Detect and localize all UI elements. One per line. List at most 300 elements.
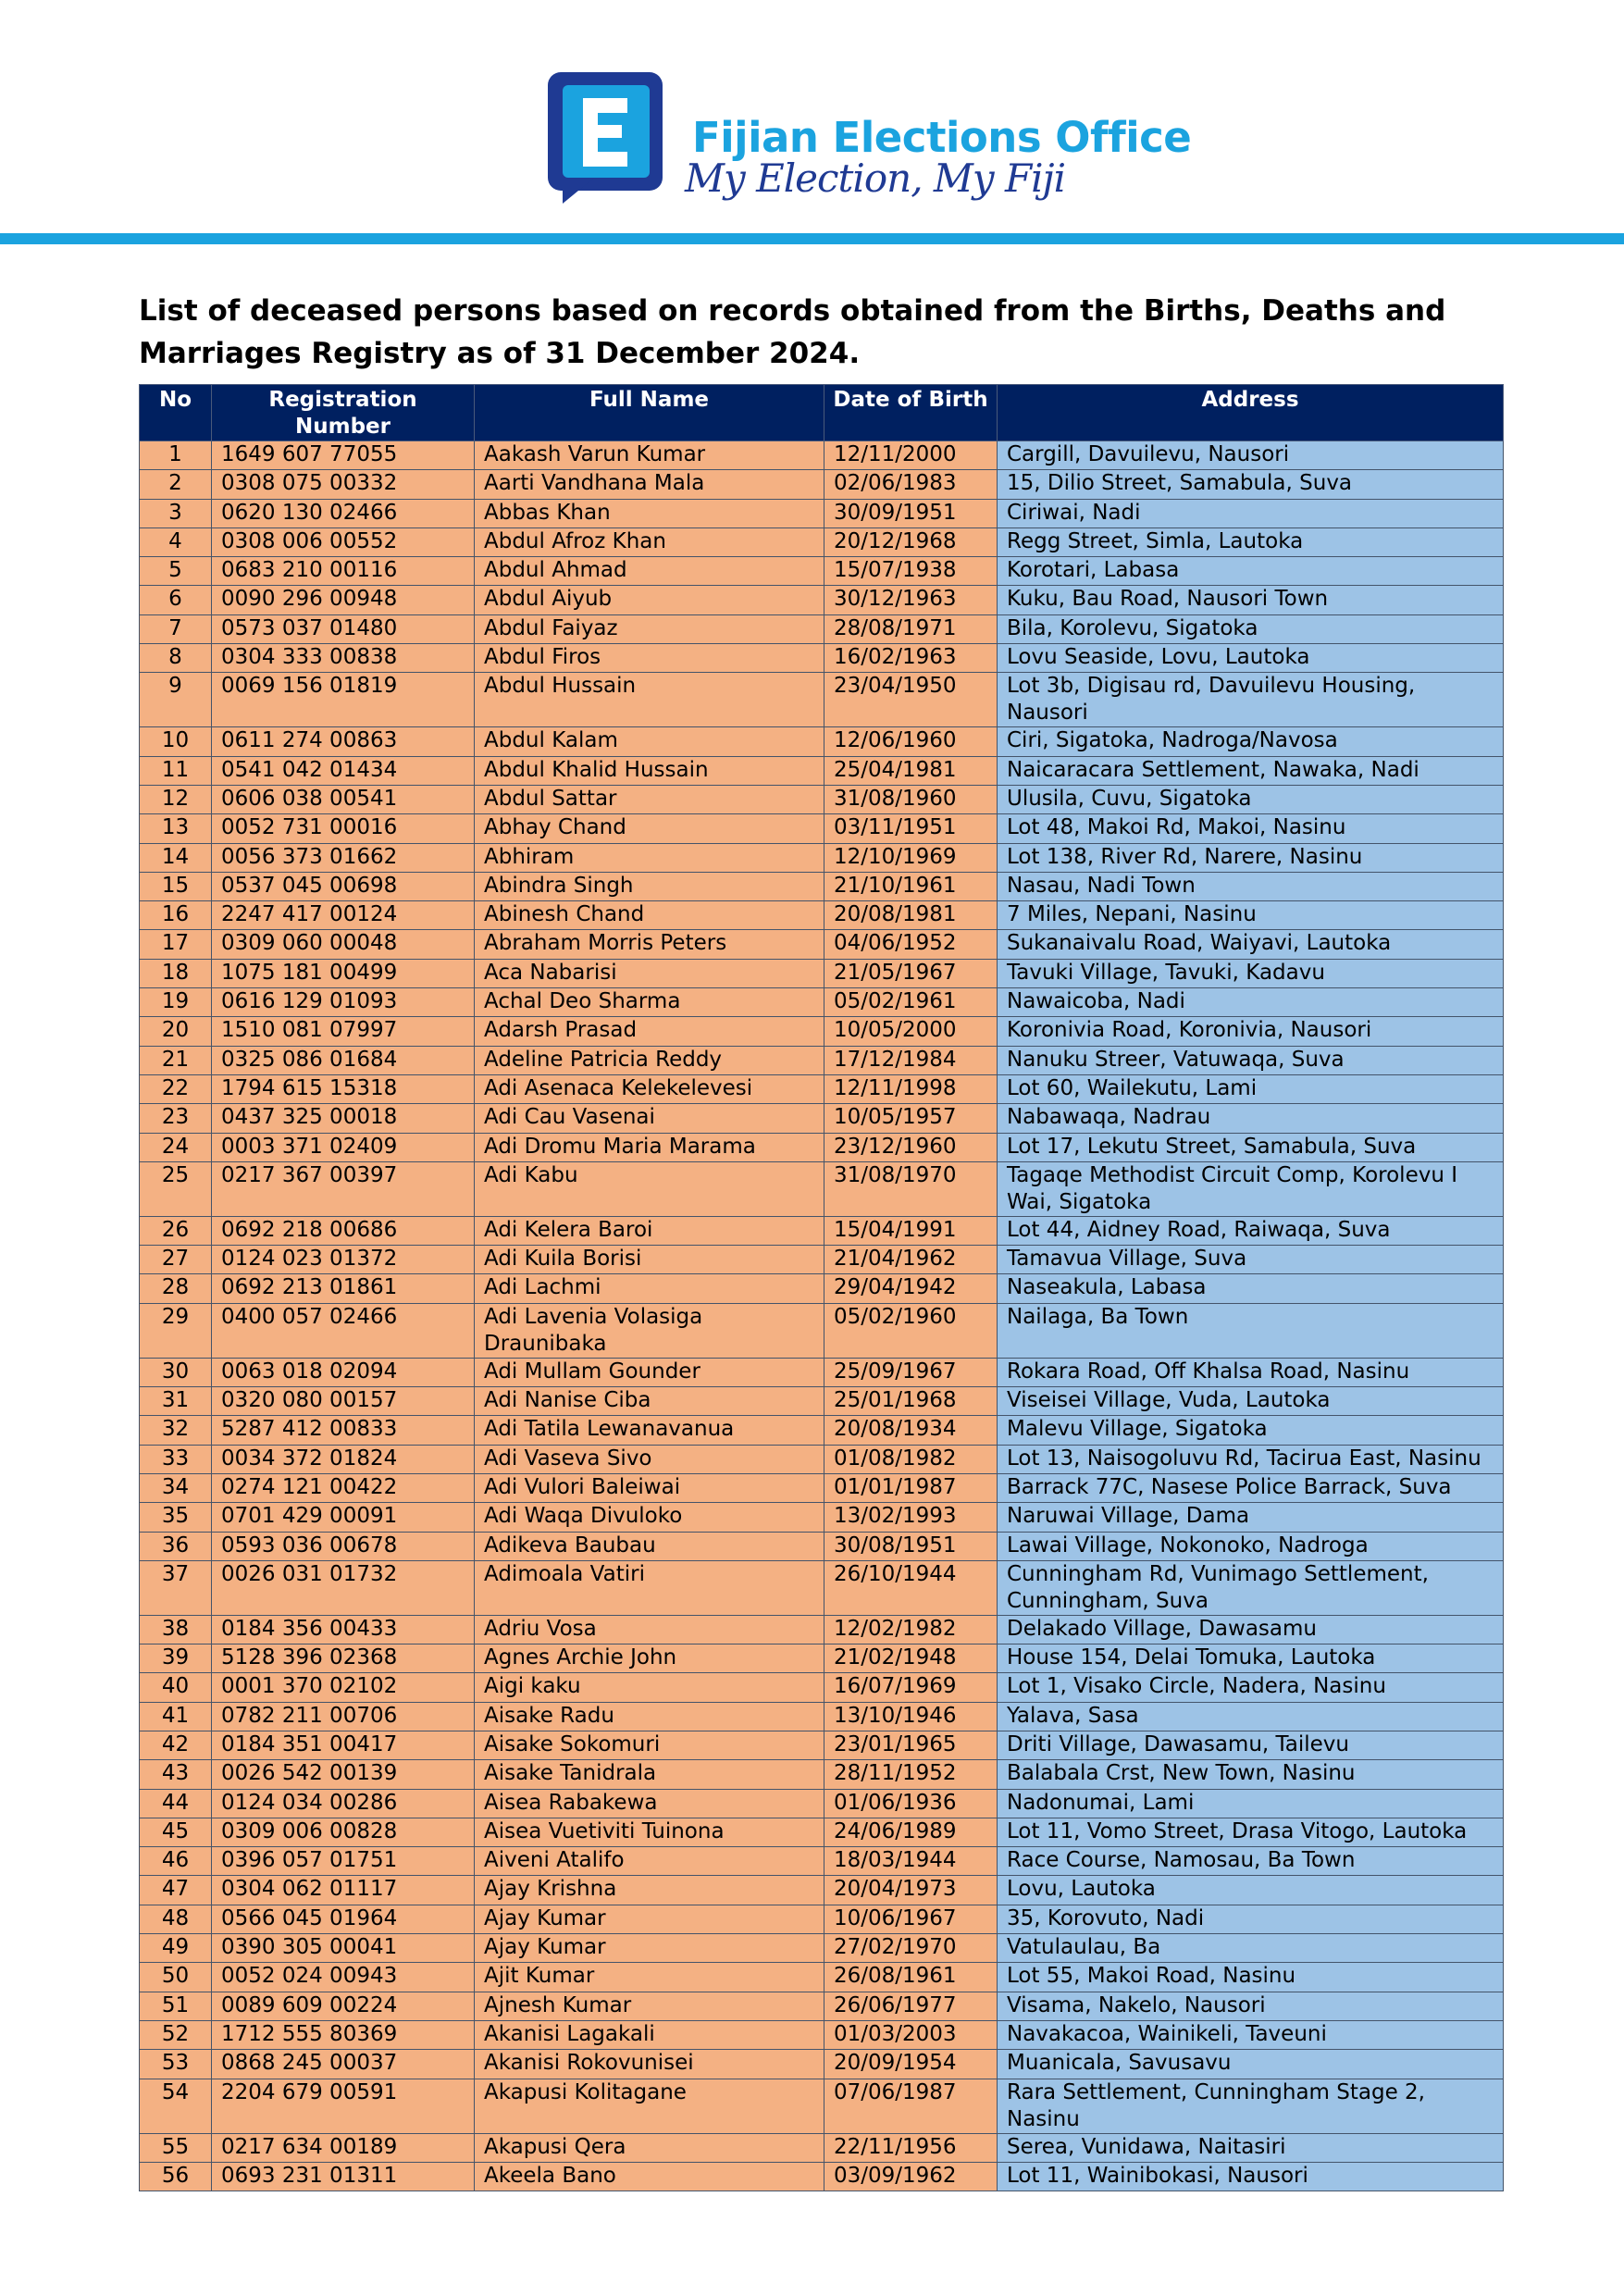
cell-address: Visama, Nakelo, Nausori	[998, 1992, 1504, 2020]
table-row	[140, 1017, 1504, 1046]
cell-registration-number: 0390 305 00041	[212, 1934, 475, 1963]
table-row	[140, 1615, 1504, 1644]
cell-date-of-birth: 21/05/1967	[824, 959, 998, 987]
cell-date-of-birth: 05/02/1961	[824, 988, 998, 1017]
page-title: List of deceased persons based on records obtained from the Births, Deaths and Marriages Registry as of 31 December 2024.	[139, 294, 1446, 370]
cell-registration-number: 0069 156 01819	[212, 673, 475, 727]
cell-no: 12	[140, 785, 212, 813]
cell-registration-number: 0001 370 02102	[212, 1673, 475, 1702]
cell-full-name: Aisea Rabakewa	[475, 1789, 824, 1818]
cell-date-of-birth: 15/04/1991	[824, 1216, 998, 1245]
table-row	[140, 1963, 1504, 1992]
table-row	[140, 1104, 1504, 1133]
cell-no: 41	[140, 1702, 212, 1731]
cell-address: Barrack 77C, Nasese Police Barrack, Suva	[998, 1473, 1504, 1502]
table-row	[140, 756, 1504, 785]
table-row	[140, 527, 1504, 556]
cell-no: 38	[140, 1615, 212, 1644]
cell-address: Viseisei Village, Vuda, Lautoka	[998, 1387, 1504, 1416]
header-divider	[0, 233, 1624, 244]
cell-no: 34	[140, 1473, 212, 1502]
cell-full-name: Adriu Vosa	[475, 1615, 824, 1644]
cell-no: 13	[140, 814, 212, 843]
cell-registration-number: 1649 607 77055	[212, 441, 475, 470]
cell-no: 47	[140, 1876, 212, 1905]
cell-full-name: Akanisi Rokovunisei	[475, 2050, 824, 2079]
cell-address: Ciriwai, Nadi	[998, 499, 1504, 527]
cell-no: 28	[140, 1274, 212, 1303]
cell-no: 27	[140, 1246, 212, 1274]
cell-registration-number: 0573 037 01480	[212, 614, 475, 643]
cell-address: Rokara Road, Off Khalsa Road, Nasinu	[998, 1358, 1504, 1386]
cell-date-of-birth: 27/02/1970	[824, 1934, 998, 1963]
table-row	[140, 1161, 1504, 1216]
cell-address: Lot 44, Aidney Road, Raiwaqa, Suva	[998, 1216, 1504, 1245]
cell-no: 36	[140, 1532, 212, 1560]
cell-no: 2	[140, 470, 212, 499]
cell-address: Ulusila, Cuvu, Sigatoka	[998, 785, 1504, 813]
cell-address: Vatulaulau, Ba	[998, 1934, 1504, 1963]
cell-date-of-birth: 20/09/1954	[824, 2050, 998, 2079]
cell-registration-number: 1712 555 80369	[212, 2020, 475, 2049]
cell-no: 43	[140, 1760, 212, 1789]
cell-no: 54	[140, 2079, 212, 2133]
cell-registration-number: 0217 367 00397	[212, 1161, 475, 1216]
cell-full-name: Aarti Vandhana Mala	[475, 470, 824, 499]
cell-address: Lot 13, Naisogoluvu Rd, Tacirua East, Nasinu	[998, 1445, 1504, 1473]
table-row	[140, 614, 1504, 643]
cell-no: 10	[140, 727, 212, 756]
cell-no: 53	[140, 2050, 212, 2079]
cell-date-of-birth: 28/11/1952	[824, 1760, 998, 1789]
table-row	[140, 2162, 1504, 2191]
cell-date-of-birth: 25/09/1967	[824, 1358, 998, 1386]
cell-address: 15, Dilio Street, Samabula, Suva	[998, 470, 1504, 499]
cell-full-name: Adi Lavenia Volasiga Draunibaka	[475, 1303, 824, 1358]
table-row	[140, 1992, 1504, 2020]
cell-date-of-birth: 12/02/1982	[824, 1615, 998, 1644]
cell-date-of-birth: 04/06/1952	[824, 930, 998, 959]
cell-registration-number: 5128 396 02368	[212, 1644, 475, 1673]
table-row	[140, 644, 1504, 673]
cell-address: Lot 55, Makoi Road, Nasinu	[998, 1963, 1504, 1992]
cell-date-of-birth: 21/02/1948	[824, 1644, 998, 1673]
cell-address: Tamavua Village, Suva	[998, 1246, 1504, 1274]
table-row	[140, 1905, 1504, 1933]
cell-full-name: Abdul Afroz Khan	[475, 527, 824, 556]
table-row	[140, 1644, 1504, 1673]
cell-no: 48	[140, 1905, 212, 1933]
cell-address: Race Course, Namosau, Ba Town	[998, 1847, 1504, 1876]
cell-registration-number: 0325 086 01684	[212, 1046, 475, 1074]
cell-no: 17	[140, 930, 212, 959]
cell-date-of-birth: 21/10/1961	[824, 872, 998, 900]
cell-address: Yalava, Sasa	[998, 1702, 1504, 1731]
cell-full-name: Adi Kuila Borisi	[475, 1246, 824, 1274]
col-header-full-name: Full Name	[475, 385, 824, 441]
cell-full-name: Aigi kaku	[475, 1673, 824, 1702]
table-row	[140, 1445, 1504, 1473]
cell-date-of-birth: 10/05/2000	[824, 1017, 998, 1046]
table-row	[140, 1731, 1504, 1759]
cell-date-of-birth: 10/05/1957	[824, 1104, 998, 1133]
cell-registration-number: 0184 351 00417	[212, 1731, 475, 1759]
cell-full-name: Adimoala Vatiri	[475, 1560, 824, 1615]
table-row	[140, 1760, 1504, 1789]
table-row	[140, 1818, 1504, 1846]
cell-address: Lot 3b, Digisau rd, Davuilevu Housing, Nausori	[998, 673, 1504, 727]
cell-registration-number: 0056 373 01662	[212, 843, 475, 872]
table-row	[140, 2079, 1504, 2133]
table-row	[140, 1274, 1504, 1303]
table-row	[140, 1473, 1504, 1502]
cell-address: Koronivia Road, Koronivia, Nausori	[998, 1017, 1504, 1046]
cell-address: Muanicala, Savusavu	[998, 2050, 1504, 2079]
cell-date-of-birth: 01/08/1982	[824, 1445, 998, 1473]
cell-date-of-birth: 20/08/1981	[824, 901, 998, 930]
cell-date-of-birth: 23/01/1965	[824, 1731, 998, 1759]
cell-no: 8	[140, 644, 212, 673]
cell-address: Lot 11, Vomo Street, Drasa Vitogo, Lautoka	[998, 1818, 1504, 1846]
table-row	[140, 1246, 1504, 1274]
cell-address: Tavuki Village, Tavuki, Kadavu	[998, 959, 1504, 987]
table-row	[140, 785, 1504, 813]
cell-date-of-birth: 01/01/1987	[824, 1473, 998, 1502]
cell-registration-number: 0308 006 00552	[212, 527, 475, 556]
cell-full-name: Abdul Ahmad	[475, 557, 824, 586]
cell-date-of-birth: 26/08/1961	[824, 1963, 998, 1992]
cell-address: Lot 60, Wailekutu, Lami	[998, 1074, 1504, 1103]
cell-registration-number: 1510 081 07997	[212, 1017, 475, 1046]
cell-date-of-birth: 12/11/1998	[824, 1074, 998, 1103]
cell-address: Lot 48, Makoi Rd, Makoi, Nasinu	[998, 814, 1504, 843]
table-row	[140, 1358, 1504, 1386]
table-row	[140, 1673, 1504, 1702]
cell-address: House 154, Delai Tomuka, Lautoka	[998, 1644, 1504, 1673]
cell-address: Ciri, Sigatoka, Nadroga/Navosa	[998, 727, 1504, 756]
cell-full-name: Ajay Kumar	[475, 1905, 824, 1933]
table-row	[140, 1560, 1504, 1615]
cell-date-of-birth: 12/10/1969	[824, 843, 998, 872]
cell-full-name: Agnes Archie John	[475, 1644, 824, 1673]
cell-address: Naruwai Village, Dama	[998, 1503, 1504, 1532]
cell-date-of-birth: 29/04/1942	[824, 1274, 998, 1303]
table-row	[140, 1416, 1504, 1445]
table-row	[140, 499, 1504, 527]
col-header-address: Address	[998, 385, 1504, 441]
cell-no: 5	[140, 557, 212, 586]
cell-registration-number: 0063 018 02094	[212, 1358, 475, 1386]
cell-address: Lovu Seaside, Lovu, Lautoka	[998, 644, 1504, 673]
cell-date-of-birth: 21/04/1962	[824, 1246, 998, 1274]
table-row	[140, 673, 1504, 727]
cell-full-name: Adi Mullam Gounder	[475, 1358, 824, 1386]
cell-no: 32	[140, 1416, 212, 1445]
cell-date-of-birth: 15/07/1938	[824, 557, 998, 586]
cell-no: 14	[140, 843, 212, 872]
cell-full-name: Aisea Vuetiviti Tuinona	[475, 1818, 824, 1846]
cell-date-of-birth: 20/04/1973	[824, 1876, 998, 1905]
cell-full-name: Aisake Radu	[475, 1702, 824, 1731]
cell-registration-number: 0003 371 02409	[212, 1133, 475, 1161]
cell-full-name: Aiveni Atalifo	[475, 1847, 824, 1876]
cell-date-of-birth: 22/11/1956	[824, 2133, 998, 2162]
table-row	[140, 959, 1504, 987]
cell-full-name: Adarsh Prasad	[475, 1017, 824, 1046]
cell-registration-number: 0620 130 02466	[212, 499, 475, 527]
cell-no: 21	[140, 1046, 212, 1074]
cell-address: Lot 1, Visako Circle, Nadera, Nasinu	[998, 1673, 1504, 1702]
table-row	[140, 441, 1504, 470]
org-tagline: My Election, My Fiji	[685, 155, 1066, 201]
cell-address: Lawai Village, Nokonoko, Nadroga	[998, 1532, 1504, 1560]
cell-date-of-birth: 31/08/1960	[824, 785, 998, 813]
cell-registration-number: 0184 356 00433	[212, 1615, 475, 1644]
cell-no: 46	[140, 1847, 212, 1876]
cell-registration-number: 0541 042 01434	[212, 756, 475, 785]
cell-date-of-birth: 20/12/1968	[824, 527, 998, 556]
cell-full-name: Ajay Krishna	[475, 1876, 824, 1905]
cell-no: 42	[140, 1731, 212, 1759]
table-row	[140, 557, 1504, 586]
cell-address: Serea, Vunidawa, Naitasiri	[998, 2133, 1504, 2162]
cell-full-name: Abdul Hussain	[475, 673, 824, 727]
cell-no: 35	[140, 1503, 212, 1532]
cell-full-name: Adi Dromu Maria Marama	[475, 1133, 824, 1161]
cell-address: Naicaracara Settlement, Nawaka, Nadi	[998, 756, 1504, 785]
cell-registration-number: 0089 609 00224	[212, 1992, 475, 2020]
table-row	[140, 2020, 1504, 2049]
cell-full-name: Ajay Kumar	[475, 1934, 824, 1963]
cell-registration-number: 0217 634 00189	[212, 2133, 475, 2162]
table-row	[140, 1934, 1504, 1963]
org-name: Fijian Elections Office	[692, 113, 1192, 162]
cell-no: 9	[140, 673, 212, 727]
cell-registration-number: 0437 325 00018	[212, 1104, 475, 1133]
cell-address: Rara Settlement, Cunningham Stage 2, Nasinu	[998, 2079, 1504, 2133]
cell-full-name: Aakash Varun Kumar	[475, 441, 824, 470]
cell-full-name: Adi Tatila Lewanavanua	[475, 1416, 824, 1445]
cell-address: Driti Village, Dawasamu, Tailevu	[998, 1731, 1504, 1759]
cell-date-of-birth: 26/10/1944	[824, 1560, 998, 1615]
cell-full-name: Abbas Khan	[475, 499, 824, 527]
cell-registration-number: 0308 075 00332	[212, 470, 475, 499]
cell-no: 22	[140, 1074, 212, 1103]
cell-full-name: Adi Asenaca Kelekelevesi	[475, 1074, 824, 1103]
cell-registration-number: 0868 245 00037	[212, 2050, 475, 2079]
cell-full-name: Adikeva Baubau	[475, 1532, 824, 1560]
cell-address: Navakacoa, Wainikeli, Taveuni	[998, 2020, 1504, 2049]
cell-registration-number: 0606 038 00541	[212, 785, 475, 813]
cell-no: 25	[140, 1161, 212, 1216]
table-row	[140, 1216, 1504, 1245]
cell-registration-number: 1794 615 15318	[212, 1074, 475, 1103]
cell-full-name: Abdul Khalid Hussain	[475, 756, 824, 785]
cell-registration-number: 0052 024 00943	[212, 1963, 475, 1992]
table-row	[140, 814, 1504, 843]
deceased-persons-table	[139, 384, 1504, 2191]
cell-registration-number: 0124 023 01372	[212, 1246, 475, 1274]
cell-address: Naseakula, Labasa	[998, 1274, 1504, 1303]
cell-full-name: Abdul Aiyub	[475, 586, 824, 614]
cell-address: Korotari, Labasa	[998, 557, 1504, 586]
cell-address: Kuku, Bau Road, Nausori Town	[998, 586, 1504, 614]
cell-registration-number: 0701 429 00091	[212, 1503, 475, 1532]
cell-full-name: Abdul Kalam	[475, 727, 824, 756]
cell-no: 44	[140, 1789, 212, 1818]
cell-no: 55	[140, 2133, 212, 2162]
cell-no: 39	[140, 1644, 212, 1673]
cell-registration-number: 0692 218 00686	[212, 1216, 475, 1245]
cell-registration-number: 0683 210 00116	[212, 557, 475, 586]
cell-registration-number: 0304 062 01117	[212, 1876, 475, 1905]
cell-registration-number: 0616 129 01093	[212, 988, 475, 1017]
cell-date-of-birth: 10/06/1967	[824, 1905, 998, 1933]
cell-address: Cunningham Rd, Vunimago Settlement, Cunningham, Suva	[998, 1560, 1504, 1615]
table-row	[140, 930, 1504, 959]
cell-full-name: Adi Waqa Divuloko	[475, 1503, 824, 1532]
cell-registration-number: 0052 731 00016	[212, 814, 475, 843]
cell-address: Nasau, Nadi Town	[998, 872, 1504, 900]
cell-no: 30	[140, 1358, 212, 1386]
cell-address: Lot 138, River Rd, Narere, Nasinu	[998, 843, 1504, 872]
cell-no: 31	[140, 1387, 212, 1416]
cell-date-of-birth: 26/06/1977	[824, 1992, 998, 2020]
table-row	[140, 1303, 1504, 1358]
table-row	[140, 727, 1504, 756]
cell-registration-number: 0274 121 00422	[212, 1473, 475, 1502]
cell-no: 11	[140, 756, 212, 785]
cell-full-name: Adeline Patricia Reddy	[475, 1046, 824, 1074]
cell-full-name: Abhay Chand	[475, 814, 824, 843]
cell-date-of-birth: 13/02/1993	[824, 1503, 998, 1532]
cell-full-name: Akanisi Lagakali	[475, 2020, 824, 2049]
cell-address: Nailaga, Ba Town	[998, 1303, 1504, 1358]
cell-date-of-birth: 03/11/1951	[824, 814, 998, 843]
cell-full-name: Ajit Kumar	[475, 1963, 824, 1992]
cell-address: Nawaicoba, Nadi	[998, 988, 1504, 1017]
cell-no: 6	[140, 586, 212, 614]
cell-full-name: Abdul Faiyaz	[475, 614, 824, 643]
cell-date-of-birth: 25/01/1968	[824, 1387, 998, 1416]
cell-no: 29	[140, 1303, 212, 1358]
col-header-registration-number: Registration Number	[212, 385, 475, 441]
cell-no: 52	[140, 2020, 212, 2049]
cell-no: 26	[140, 1216, 212, 1245]
cell-registration-number: 0304 333 00838	[212, 644, 475, 673]
cell-date-of-birth: 16/02/1963	[824, 644, 998, 673]
cell-date-of-birth: 13/10/1946	[824, 1702, 998, 1731]
cell-registration-number: 0034 372 01824	[212, 1445, 475, 1473]
cell-registration-number: 1075 181 00499	[212, 959, 475, 987]
cell-registration-number: 2204 679 00591	[212, 2079, 475, 2133]
cell-full-name: Akeela Bano	[475, 2162, 824, 2191]
table-row	[140, 872, 1504, 900]
cell-registration-number: 0693 231 01311	[212, 2162, 475, 2191]
cell-full-name: Abhiram	[475, 843, 824, 872]
cell-no: 1	[140, 441, 212, 470]
cell-address: Tagaqe Methodist Circuit Comp, Korolevu I Wai, Sigatoka	[998, 1161, 1504, 1216]
cell-no: 40	[140, 1673, 212, 1702]
cell-address: 7 Miles, Nepani, Nasinu	[998, 901, 1504, 930]
cell-full-name: Adi Nanise Ciba	[475, 1387, 824, 1416]
cell-date-of-birth: 20/08/1934	[824, 1416, 998, 1445]
table-row	[140, 1387, 1504, 1416]
cell-date-of-birth: 05/02/1960	[824, 1303, 998, 1358]
table-row	[140, 1503, 1504, 1532]
cell-address: Balabala Crst, New Town, Nasinu	[998, 1760, 1504, 1789]
cell-registration-number: 0124 034 00286	[212, 1789, 475, 1818]
cell-date-of-birth: 25/04/1981	[824, 756, 998, 785]
cell-address: Lovu, Lautoka	[998, 1876, 1504, 1905]
cell-address: Regg Street, Simla, Lautoka	[998, 527, 1504, 556]
cell-no: 37	[140, 1560, 212, 1615]
table-row	[140, 1789, 1504, 1818]
cell-no: 7	[140, 614, 212, 643]
cell-full-name: Abraham Morris Peters	[475, 930, 824, 959]
cell-registration-number: 0537 045 00698	[212, 872, 475, 900]
cell-full-name: Adi Lachmi	[475, 1274, 824, 1303]
cell-date-of-birth: 12/11/2000	[824, 441, 998, 470]
cell-date-of-birth: 24/06/1989	[824, 1818, 998, 1846]
cell-registration-number: 0309 006 00828	[212, 1818, 475, 1846]
cell-full-name: Adi Kelera Baroi	[475, 1216, 824, 1245]
cell-address: 35, Korovuto, Nadi	[998, 1905, 1504, 1933]
table-row	[140, 843, 1504, 872]
cell-address: Bila, Korolevu, Sigatoka	[998, 614, 1504, 643]
cell-no: 3	[140, 499, 212, 527]
cell-registration-number: 0320 080 00157	[212, 1387, 475, 1416]
table-row	[140, 1133, 1504, 1161]
cell-no: 24	[140, 1133, 212, 1161]
table-row	[140, 2133, 1504, 2162]
cell-registration-number: 0566 045 01964	[212, 1905, 475, 1933]
cell-registration-number: 0309 060 00048	[212, 930, 475, 959]
table-row	[140, 1702, 1504, 1731]
cell-full-name: Adi Vulori Baleiwai	[475, 1473, 824, 1502]
cell-full-name: Adi Kabu	[475, 1161, 824, 1216]
cell-full-name: Adi Cau Vasenai	[475, 1104, 824, 1133]
cell-no: 50	[140, 1963, 212, 1992]
cell-address: Cargill, Davuilevu, Nausori	[998, 441, 1504, 470]
cell-date-of-birth: 30/08/1951	[824, 1532, 998, 1560]
cell-full-name: Achal Deo Sharma	[475, 988, 824, 1017]
cell-no: 33	[140, 1445, 212, 1473]
cell-date-of-birth: 12/06/1960	[824, 727, 998, 756]
cell-registration-number: 0026 031 01732	[212, 1560, 475, 1615]
table-row	[140, 1847, 1504, 1876]
cell-registration-number: 0400 057 02466	[212, 1303, 475, 1358]
cell-date-of-birth: 03/09/1962	[824, 2162, 998, 2191]
cell-registration-number: 0396 057 01751	[212, 1847, 475, 1876]
cell-full-name: Adi Vaseva Sivo	[475, 1445, 824, 1473]
cell-address: Lot 17, Lekutu Street, Samabula, Suva	[998, 1133, 1504, 1161]
cell-no: 56	[140, 2162, 212, 2191]
cell-date-of-birth: 16/07/1969	[824, 1673, 998, 1702]
cell-date-of-birth: 07/06/1987	[824, 2079, 998, 2133]
table-row	[140, 1532, 1504, 1560]
col-header-no: No	[140, 385, 212, 441]
cell-registration-number: 0593 036 00678	[212, 1532, 475, 1560]
cell-full-name: Abdul Sattar	[475, 785, 824, 813]
feo-logo-icon	[546, 67, 676, 205]
cell-full-name: Aisake Tanidrala	[475, 1760, 824, 1789]
cell-full-name: Abinesh Chand	[475, 901, 824, 930]
cell-no: 19	[140, 988, 212, 1017]
cell-address: Nabawaqa, Nadrau	[998, 1104, 1504, 1133]
table-row	[140, 1876, 1504, 1905]
cell-no: 51	[140, 1992, 212, 2020]
